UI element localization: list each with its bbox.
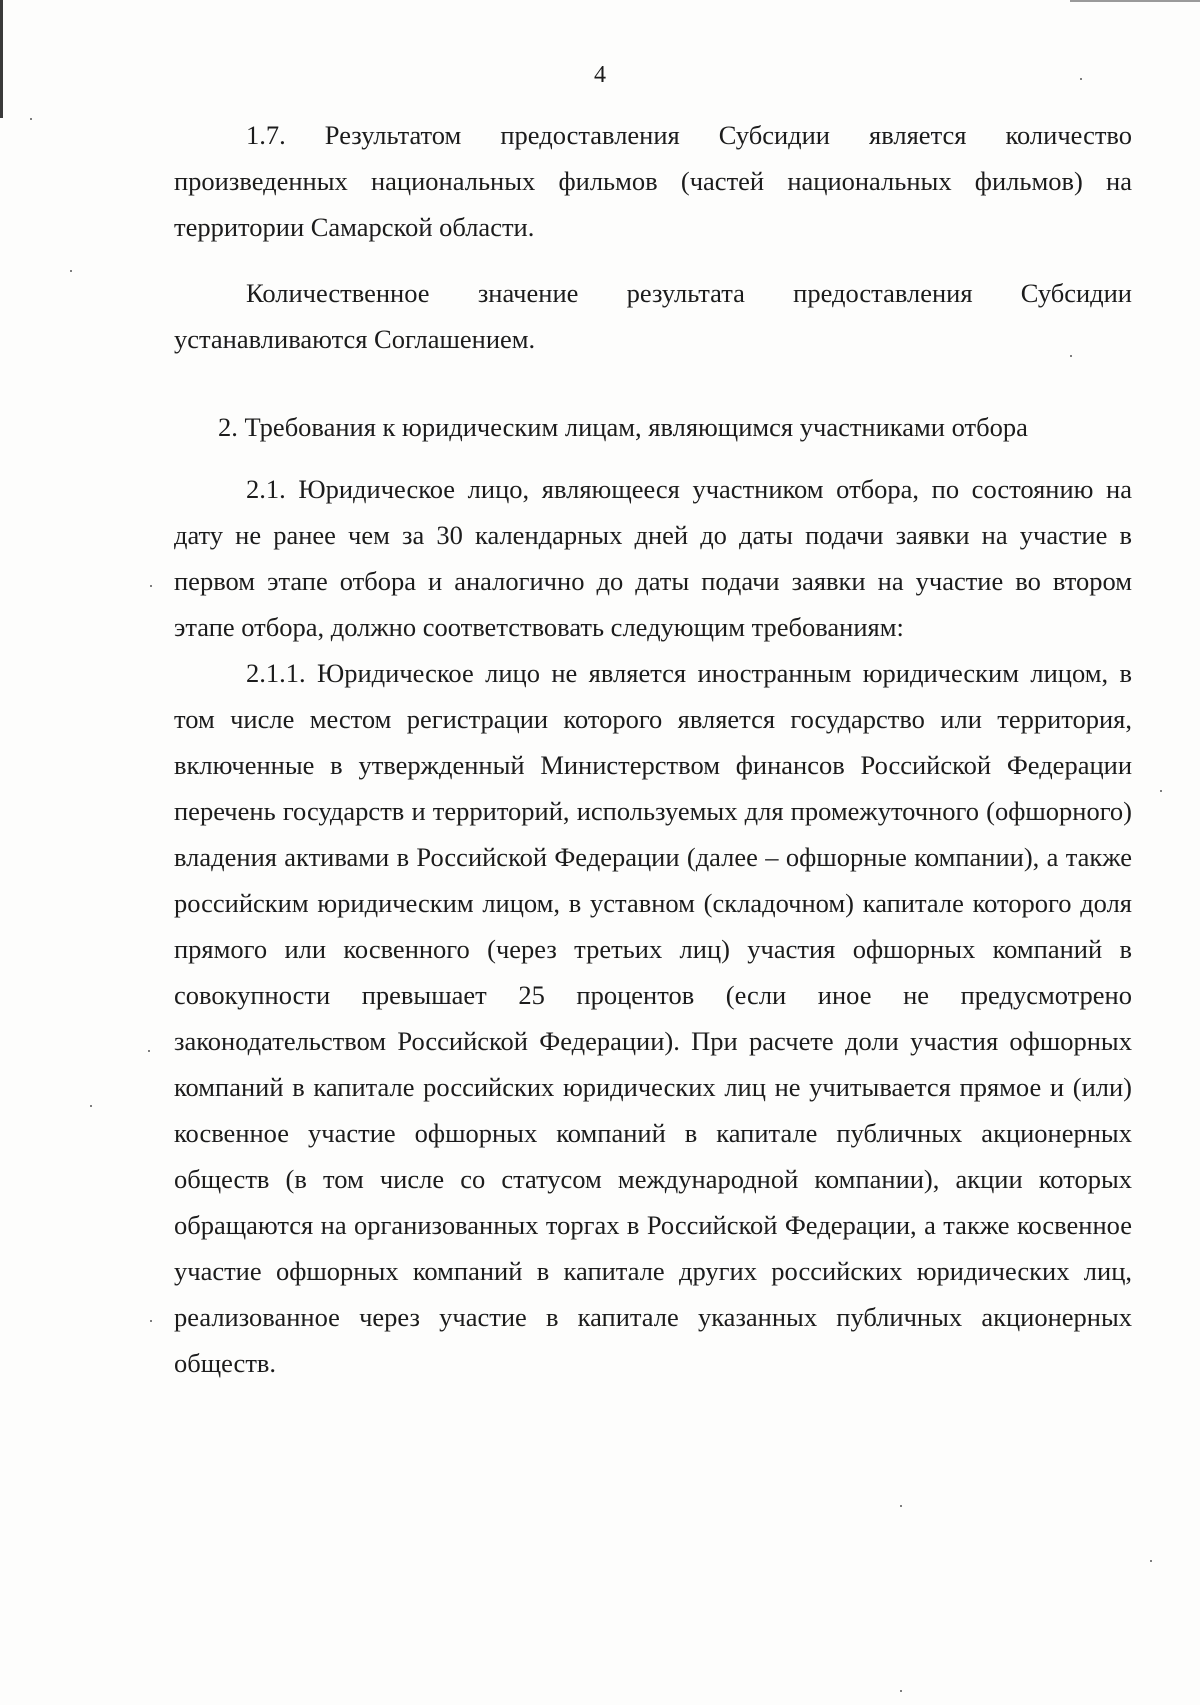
scan-speck: [1070, 355, 1072, 357]
scan-speck: [900, 1690, 902, 1692]
scan-speck: [150, 1320, 152, 1322]
scan-speck: [70, 270, 72, 272]
page-number: 4: [594, 62, 606, 88]
scan-speck: [90, 1105, 92, 1107]
paragraph-2-1-1: 2.1.1. Юридическое лицо не является иностранным юридическим лицом, в том числе местом регистрации которого является государство или территория, включенные в утвержденный Министерством финансов Российской Федерации перечень государств и территорий, используемых для промежуточного (офшорного) владения активами в Российской Федерации (далее – офшорные компании), а также российским юридическим лицом, в уставном (складочном) капитале которого доля прямого или косвенного (через третьих лиц) участия офшорных компаний в совокупности превышает 25 процентов (если иное не предусмотрено законодательством Российской Федерации). При расчете доли участия офшорных компаний в капитале российских юридических лиц не учитывается прямое и (или) косвенное участие офшорных компаний в капитале публичных акционерных обществ (в том числе со статусом международной компании), акции которых обращаются на организованных торгах в Российской Федерации, а также косвенное участие офшорных компаний в капитале других российских юридических лиц, реализованное через участие в капитале указанных публичных акционерных обществ.: [174, 658, 1132, 1378]
paragraph-quantity-value: Количественное значение результата предоставления Субсидии устанавливаются Соглашением.: [174, 278, 1132, 354]
scan-speck: [1150, 1560, 1152, 1562]
scan-speck: [900, 1505, 902, 1507]
paragraph-1-7: 1.7. Результатом предоставления Субсидии является количество произведенных национальных фильмов (частей национальных фильмов) на территории Самарской области.: [174, 120, 1132, 242]
section-heading-2: 2. Требования к юридическим лицам, являющимся участниками отбора: [218, 412, 1028, 442]
scan-speck: [150, 585, 152, 587]
paragraph-2-1: 2.1. Юридическое лицо, являющееся участником отбора, по состоянию на дату не ранее чем за 30 календарных дней до даты подачи заявки на участие в первом этапе отбора и аналогично до даты подачи заявки на участие во втором этапе отбора, должно соответствовать следующим требованиям:: [174, 474, 1132, 642]
document-body: [174, 112, 1132, 1386]
scan-speck: [148, 1050, 150, 1052]
scan-edge-mark: [0, 0, 3, 118]
scan-speck: [1160, 790, 1162, 792]
scan-edge-mark-top: [1070, 0, 1200, 2]
scan-speck: [1080, 78, 1082, 80]
scan-speck: [30, 118, 32, 120]
